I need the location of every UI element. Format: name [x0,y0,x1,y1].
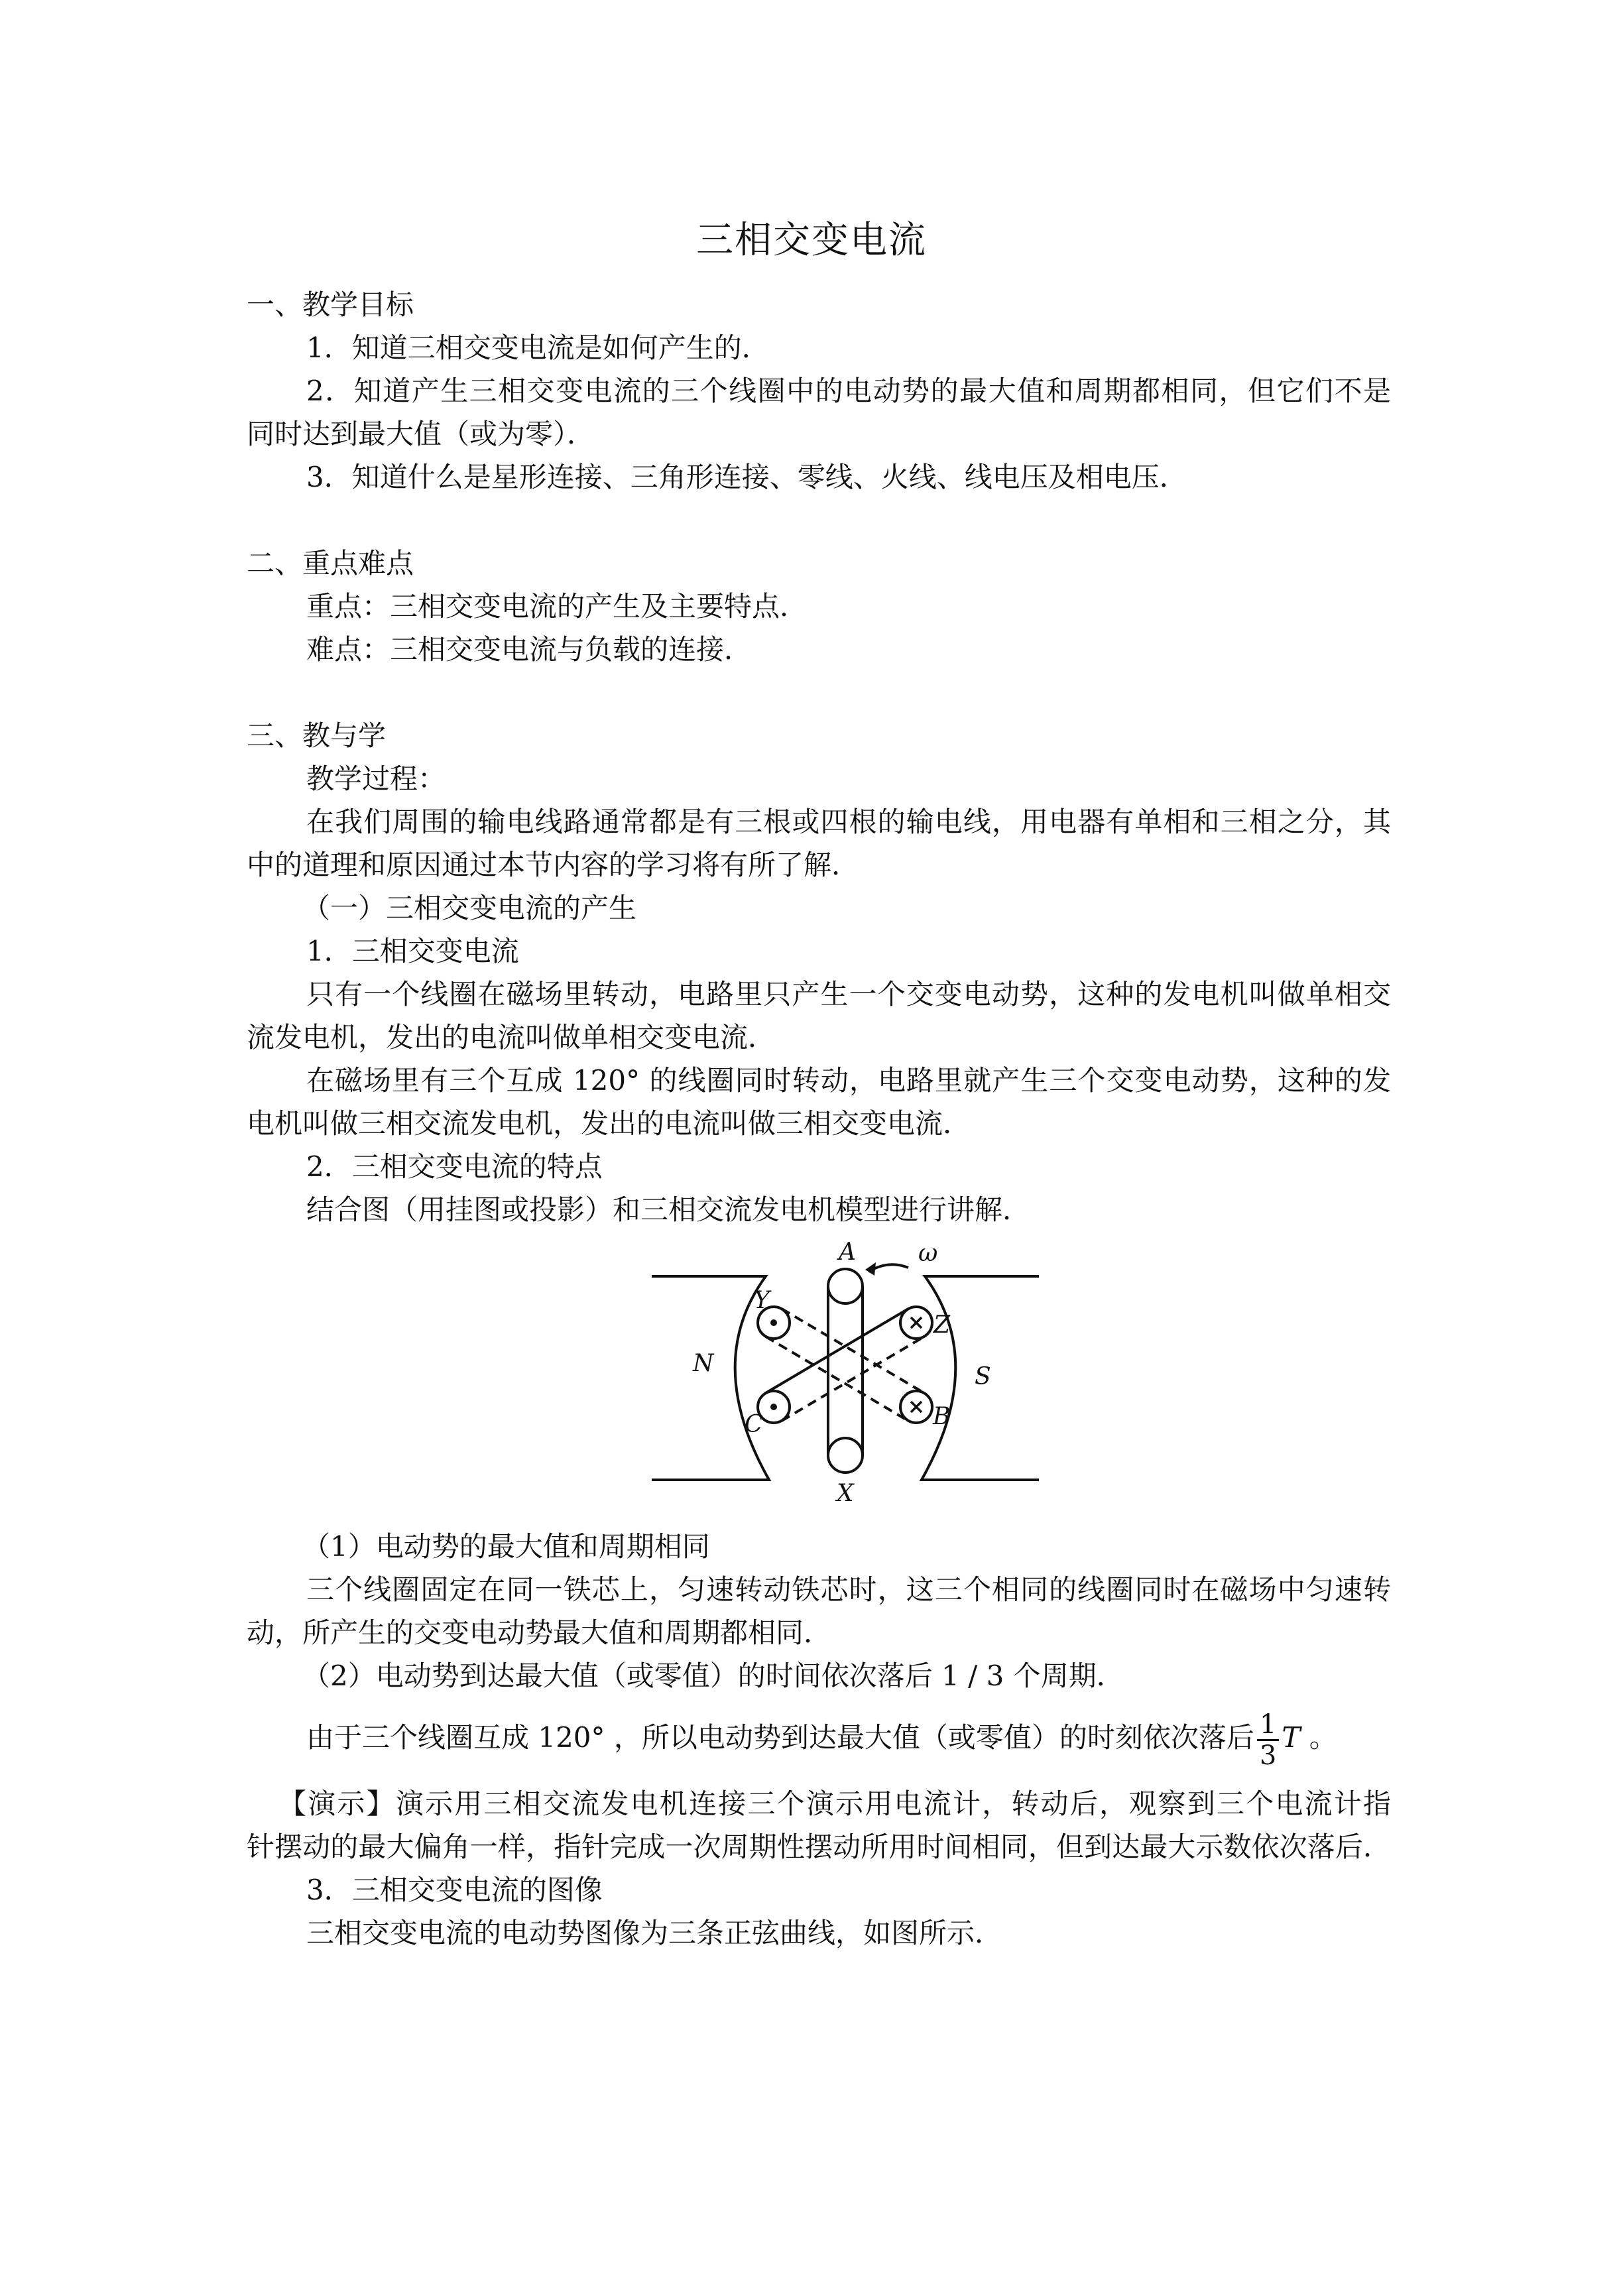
point-1-title: （1）电动势的最大值和周期相同 [302,1530,710,1563]
section-heading-teaching: 三、教与学 [247,719,387,752]
label-z: Z [933,1311,951,1339]
point-1-line-1: 三个线圈固定在同一铁芯上，匀速转动铁芯时，这三个相同的线圈同时在磁场中匀速转 [306,1573,1391,1606]
objective-item-2-line-2: 同时达到最大值（或为零）． [247,418,595,450]
point-1-line-2: 动，所产生的交变电动势最大值和周期都相同． [247,1616,832,1649]
intro-line-2: 中的道理和原因通过本节内容的学习将有所了解． [247,849,860,881]
label-c: C [745,1411,763,1438]
north-pole-piece [652,1276,769,1480]
point-2-title: （2）电动势到达最大值（或零值）的时间依次落后 1 / 3 个周期． [302,1660,1124,1692]
fraction-numerator: 1 [1257,1710,1279,1741]
paragraph-3-line-1: 三相交变电流的电动势图像为三条正弦曲线，如图所示． [306,1917,1003,1949]
coil-end-a [828,1269,863,1303]
difficult-point: 难点：三相交变电流与负载的连接． [306,633,752,666]
sub-heading-generation: （一）三相交变电流的产生 [302,892,637,924]
paragraph-1-line-3: 在磁场里有三个互成 120° 的线圈同时转动，电路里就产生三个交变电动势，这种的发 [306,1064,1391,1097]
key-point: 重点：三相交变电流的产生及主要特点． [306,590,808,623]
generator-diagram [646,1233,1057,1512]
label-n: N [693,1350,714,1377]
demo-line-2: 针摆动的最大偏角一样，指针完成一次周期性摆动所用时间相同，但到达最大示数依次落后． [247,1831,1391,1863]
page-title: 三相交变电流 [696,219,927,262]
section-heading-keypoints: 二、重点难点 [247,547,414,579]
coil-cz-upper-side [766,1309,908,1393]
period-symbol: T [1282,1721,1301,1754]
label-x: X [837,1480,854,1507]
label-s: S [975,1363,991,1390]
paragraph-1-line-1: 只有一个线圈在磁场里转动，电路里只产生一个交变电动势，这种的发电机叫做单相交 [306,978,1391,1010]
objective-item-2-line-1: 2．知道产生三相交变电流的三个线圈中的电动势的最大值和周期都相同，但它们不是 [306,375,1391,407]
paragraph-2-title: 2．三相交变电流的特点 [306,1150,603,1183]
coil-yb-upper-side [782,1309,924,1393]
coil-cz-lower-side [782,1337,924,1421]
paragraph-1-title: 1．三相交变电流 [306,935,519,967]
coil-yb-lower-side [766,1337,908,1421]
fraction-one-third [1257,1710,1279,1770]
intro-line-1: 在我们周围的输电线路通常都是有三根或四根的输电线，用电器有单相和三相之分，其 [306,806,1391,838]
current-out-dot-y [770,1319,777,1326]
label-b: B [933,1403,951,1430]
current-out-dot-c [770,1404,777,1410]
coil-end-x [828,1438,863,1473]
demo-line-1: 【演示】演示用三相交流发电机连接三个演示用电流计，转动后，观察到三个电流计指 [278,1787,1391,1820]
teaching-process-label: 教学过程： [306,762,446,795]
label-y: Y [754,1287,770,1314]
generator-diagram-svg [646,1233,1057,1512]
point-2-explanation-end: 。 [1300,1721,1337,1754]
objective-item-3: 3．知道什么是星形连接、三角形连接、零线、火线、线电压及相电压． [306,461,1187,493]
section-heading-objectives: 一、教学目标 [247,288,414,321]
paragraph-3-title: 3．三相交变电流的图像 [306,1874,603,1906]
paragraph-2-line-1: 结合图（用挂图或投影）和三相交流发电机模型进行讲解． [306,1193,1031,1226]
fraction-denominator: 3 [1259,1740,1277,1771]
paragraph-1-line-2: 流发电机，发出的电流叫做单相交变电流． [247,1021,776,1054]
objective-item-1: 1．知道三相交变电流是如何产生的． [306,332,770,364]
label-a: A [839,1239,856,1266]
rotation-arrowhead [865,1262,876,1276]
point-2-explanation-text: 由于三个线圈互成 120° ，所以电动势到达最大值（或零值）的时刻依次落后 [306,1721,1254,1754]
paragraph-1-line-4: 电机叫做三相交流发电机，发出的电流叫做三相交变电流． [247,1107,971,1140]
point-2-explanation [306,1701,1337,1774]
label-omega: ω [918,1240,938,1267]
